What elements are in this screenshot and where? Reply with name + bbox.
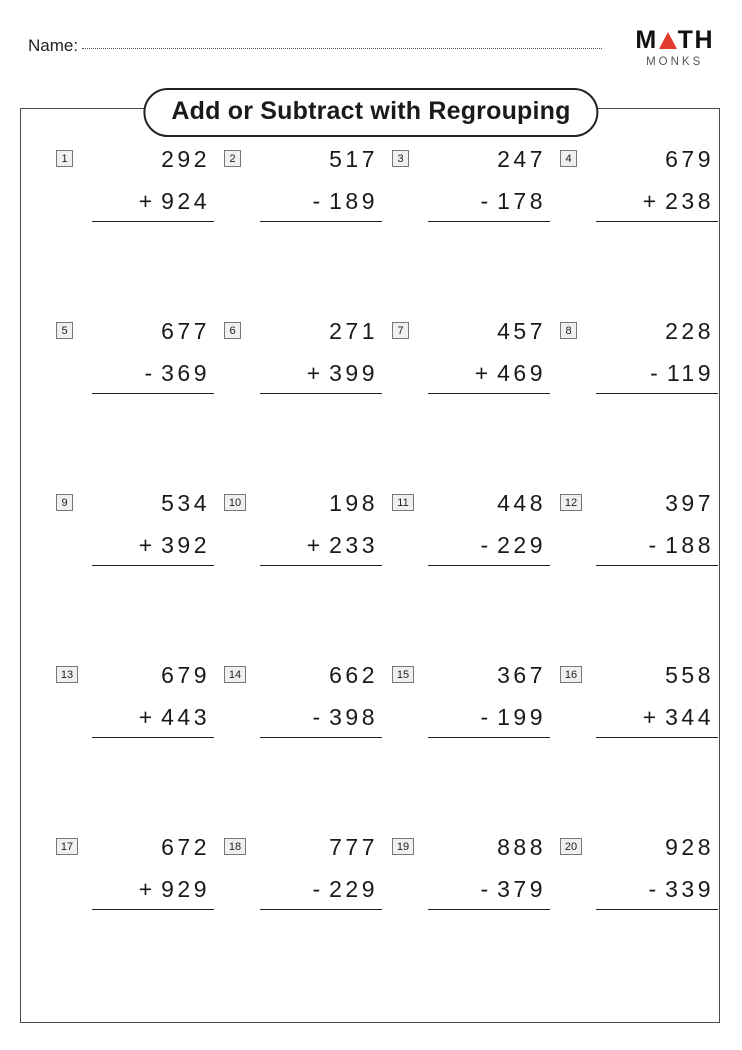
problem-bottom-number: 392 [161,532,210,558]
problem-stack [92,662,214,738]
problem-top-number: 292 [161,146,210,172]
problem-item [46,146,214,318]
problem-operator: - [480,876,489,902]
problem-bottom-row [260,876,382,910]
problem-bottom-number: 199 [497,704,546,730]
problem-item [382,318,550,490]
problem-number-badge: 4 [560,150,577,167]
problem-top-number: 662 [329,662,378,688]
problem-bottom-row [260,532,382,566]
problem-bottom-number: 469 [497,360,546,386]
problem-stack [92,490,214,566]
problem-number-badge: 1 [56,150,73,167]
problem-number-badge: 5 [56,322,73,339]
problem-stack [428,662,550,738]
problem-operator: + [306,532,321,558]
problem-operator: + [474,360,489,386]
problem-top-number: 888 [497,834,546,860]
problem-item [214,146,382,318]
problem-top-number: 517 [329,146,378,172]
mathmonks-logo [635,28,714,69]
problem-operator: - [480,532,489,558]
problem-operator: + [138,532,153,558]
problem-bottom-number: 369 [161,360,210,386]
problem-item [214,490,382,662]
problem-top-number: 679 [161,662,210,688]
problem-bottom-number: 178 [497,188,546,214]
problem-item [550,490,718,662]
problem-operator: + [642,704,657,730]
problem-bottom-number: 119 [666,360,714,386]
problem-stack [260,146,382,222]
problem-stack [92,318,214,394]
problem-number-badge: 12 [560,494,582,511]
problem-item [550,318,718,490]
problem-bottom-number: 188 [665,532,714,558]
problem-bottom-row [92,704,214,738]
problem-top-number: 677 [161,318,210,344]
problem-bottom-row [428,360,550,394]
problem-top-number: 457 [497,318,546,344]
problem-item [46,662,214,834]
problem-bottom-row [260,188,382,222]
problem-item [46,490,214,662]
problem-operator: - [312,188,321,214]
problem-operator: - [312,876,321,902]
problem-bottom-number: 238 [665,188,714,214]
problem-top-number: 247 [497,146,546,172]
problem-bottom-number: 229 [329,876,378,902]
name-label: Name: [28,36,79,55]
problem-bottom-number: 443 [161,704,210,730]
problem-item [382,834,550,1006]
problem-top-number: 777 [329,834,378,860]
logo-wordmark [635,28,714,53]
problem-stack [260,490,382,566]
problem-stack [92,834,214,910]
problem-number-badge: 17 [56,838,78,855]
problem-top-number: 928 [665,834,714,860]
problem-item [382,662,550,834]
problem-bottom-row [596,876,718,910]
name-input-line[interactable] [82,47,602,49]
problem-number-badge: 10 [224,494,246,511]
problem-operator: - [480,704,489,730]
problem-number-badge: 2 [224,150,241,167]
problem-operator: - [312,704,321,730]
triangle-icon [659,32,677,49]
problem-number-badge: 8 [560,322,577,339]
problem-operator: + [138,704,153,730]
problem-top-number: 198 [329,490,378,516]
problem-number-badge: 6 [224,322,241,339]
problem-bottom-row [428,704,550,738]
problem-bottom-number: 344 [665,704,714,730]
problem-number-badge: 13 [56,666,78,683]
problem-top-number: 679 [665,146,714,172]
problem-number-badge: 19 [392,838,414,855]
problem-number-badge: 7 [392,322,409,339]
problem-top-number: 558 [665,662,714,688]
problem-bottom-row [92,188,214,222]
problem-top-number: 271 [329,318,378,344]
problem-bottom-row [260,704,382,738]
problem-number-badge: 14 [224,666,246,683]
problem-number-badge: 16 [560,666,582,683]
problem-bottom-row [92,360,214,394]
problem-bottom-row [260,360,382,394]
problem-bottom-row [596,532,718,566]
problem-item [550,146,718,318]
problem-bottom-row [428,876,550,910]
problem-number-badge: 18 [224,838,246,855]
logo-subtext: MONKS [646,56,704,68]
problem-item [214,834,382,1006]
problem-number-badge: 11 [392,494,414,511]
problem-bottom-row [92,532,214,566]
problem-bottom-number: 924 [161,188,210,214]
worksheet-title: Add or Subtract with Regrouping [143,88,598,137]
problem-stack [596,662,718,738]
problem-bottom-number: 229 [497,532,546,558]
problem-top-number: 534 [161,490,210,516]
problem-operator: - [650,360,658,386]
problem-stack [596,834,718,910]
problem-item [214,318,382,490]
problem-item [46,834,214,1006]
problem-top-number: 367 [497,662,546,688]
problem-item [382,146,550,318]
problem-bottom-row [596,704,718,738]
problem-stack [428,834,550,910]
problem-operator: + [642,188,657,214]
problem-item [214,662,382,834]
problem-stack [428,146,550,222]
problem-top-number: 397 [665,490,714,516]
problem-top-number: 228 [665,318,714,344]
problem-bottom-number: 233 [329,532,378,558]
problem-item [550,834,718,1006]
problem-item [382,490,550,662]
problem-stack [596,490,718,566]
problem-operator: + [138,188,153,214]
problem-bottom-row [428,188,550,222]
problem-bottom-number: 929 [161,876,210,902]
problem-number-badge: 20 [560,838,582,855]
problem-bottom-number: 398 [329,704,378,730]
problem-item [46,318,214,490]
problem-operator: + [306,360,321,386]
problem-stack [260,662,382,738]
problem-top-number: 448 [497,490,546,516]
problem-operator: + [138,876,153,902]
problem-operator: - [480,188,489,214]
problem-number-badge: 3 [392,150,409,167]
problem-bottom-row [596,360,718,394]
problem-number-badge: 15 [392,666,414,683]
problem-stack [428,318,550,394]
problem-grid [20,108,720,1023]
problem-bottom-row [428,532,550,566]
problem-bottom-number: 339 [665,876,714,902]
problem-stack [92,146,214,222]
problem-bottom-row [596,188,718,222]
problem-item [550,662,718,834]
problem-bottom-row [92,876,214,910]
problem-operator: - [144,360,153,386]
problem-bottom-number: 399 [329,360,378,386]
worksheet-header [28,28,714,76]
problem-stack [596,146,718,222]
name-field-row [28,36,602,56]
problem-number-badge: 9 [56,494,73,511]
problem-top-number: 672 [161,834,210,860]
logo-letter-m: M [635,26,658,54]
problem-stack [596,318,718,394]
logo-letters-th: TH [677,26,714,54]
problem-bottom-number: 379 [497,876,546,902]
problem-operator: - [648,532,657,558]
problem-stack [260,834,382,910]
problem-stack [260,318,382,394]
problem-bottom-number: 189 [329,188,378,214]
problem-stack [428,490,550,566]
problem-operator: - [648,876,657,902]
